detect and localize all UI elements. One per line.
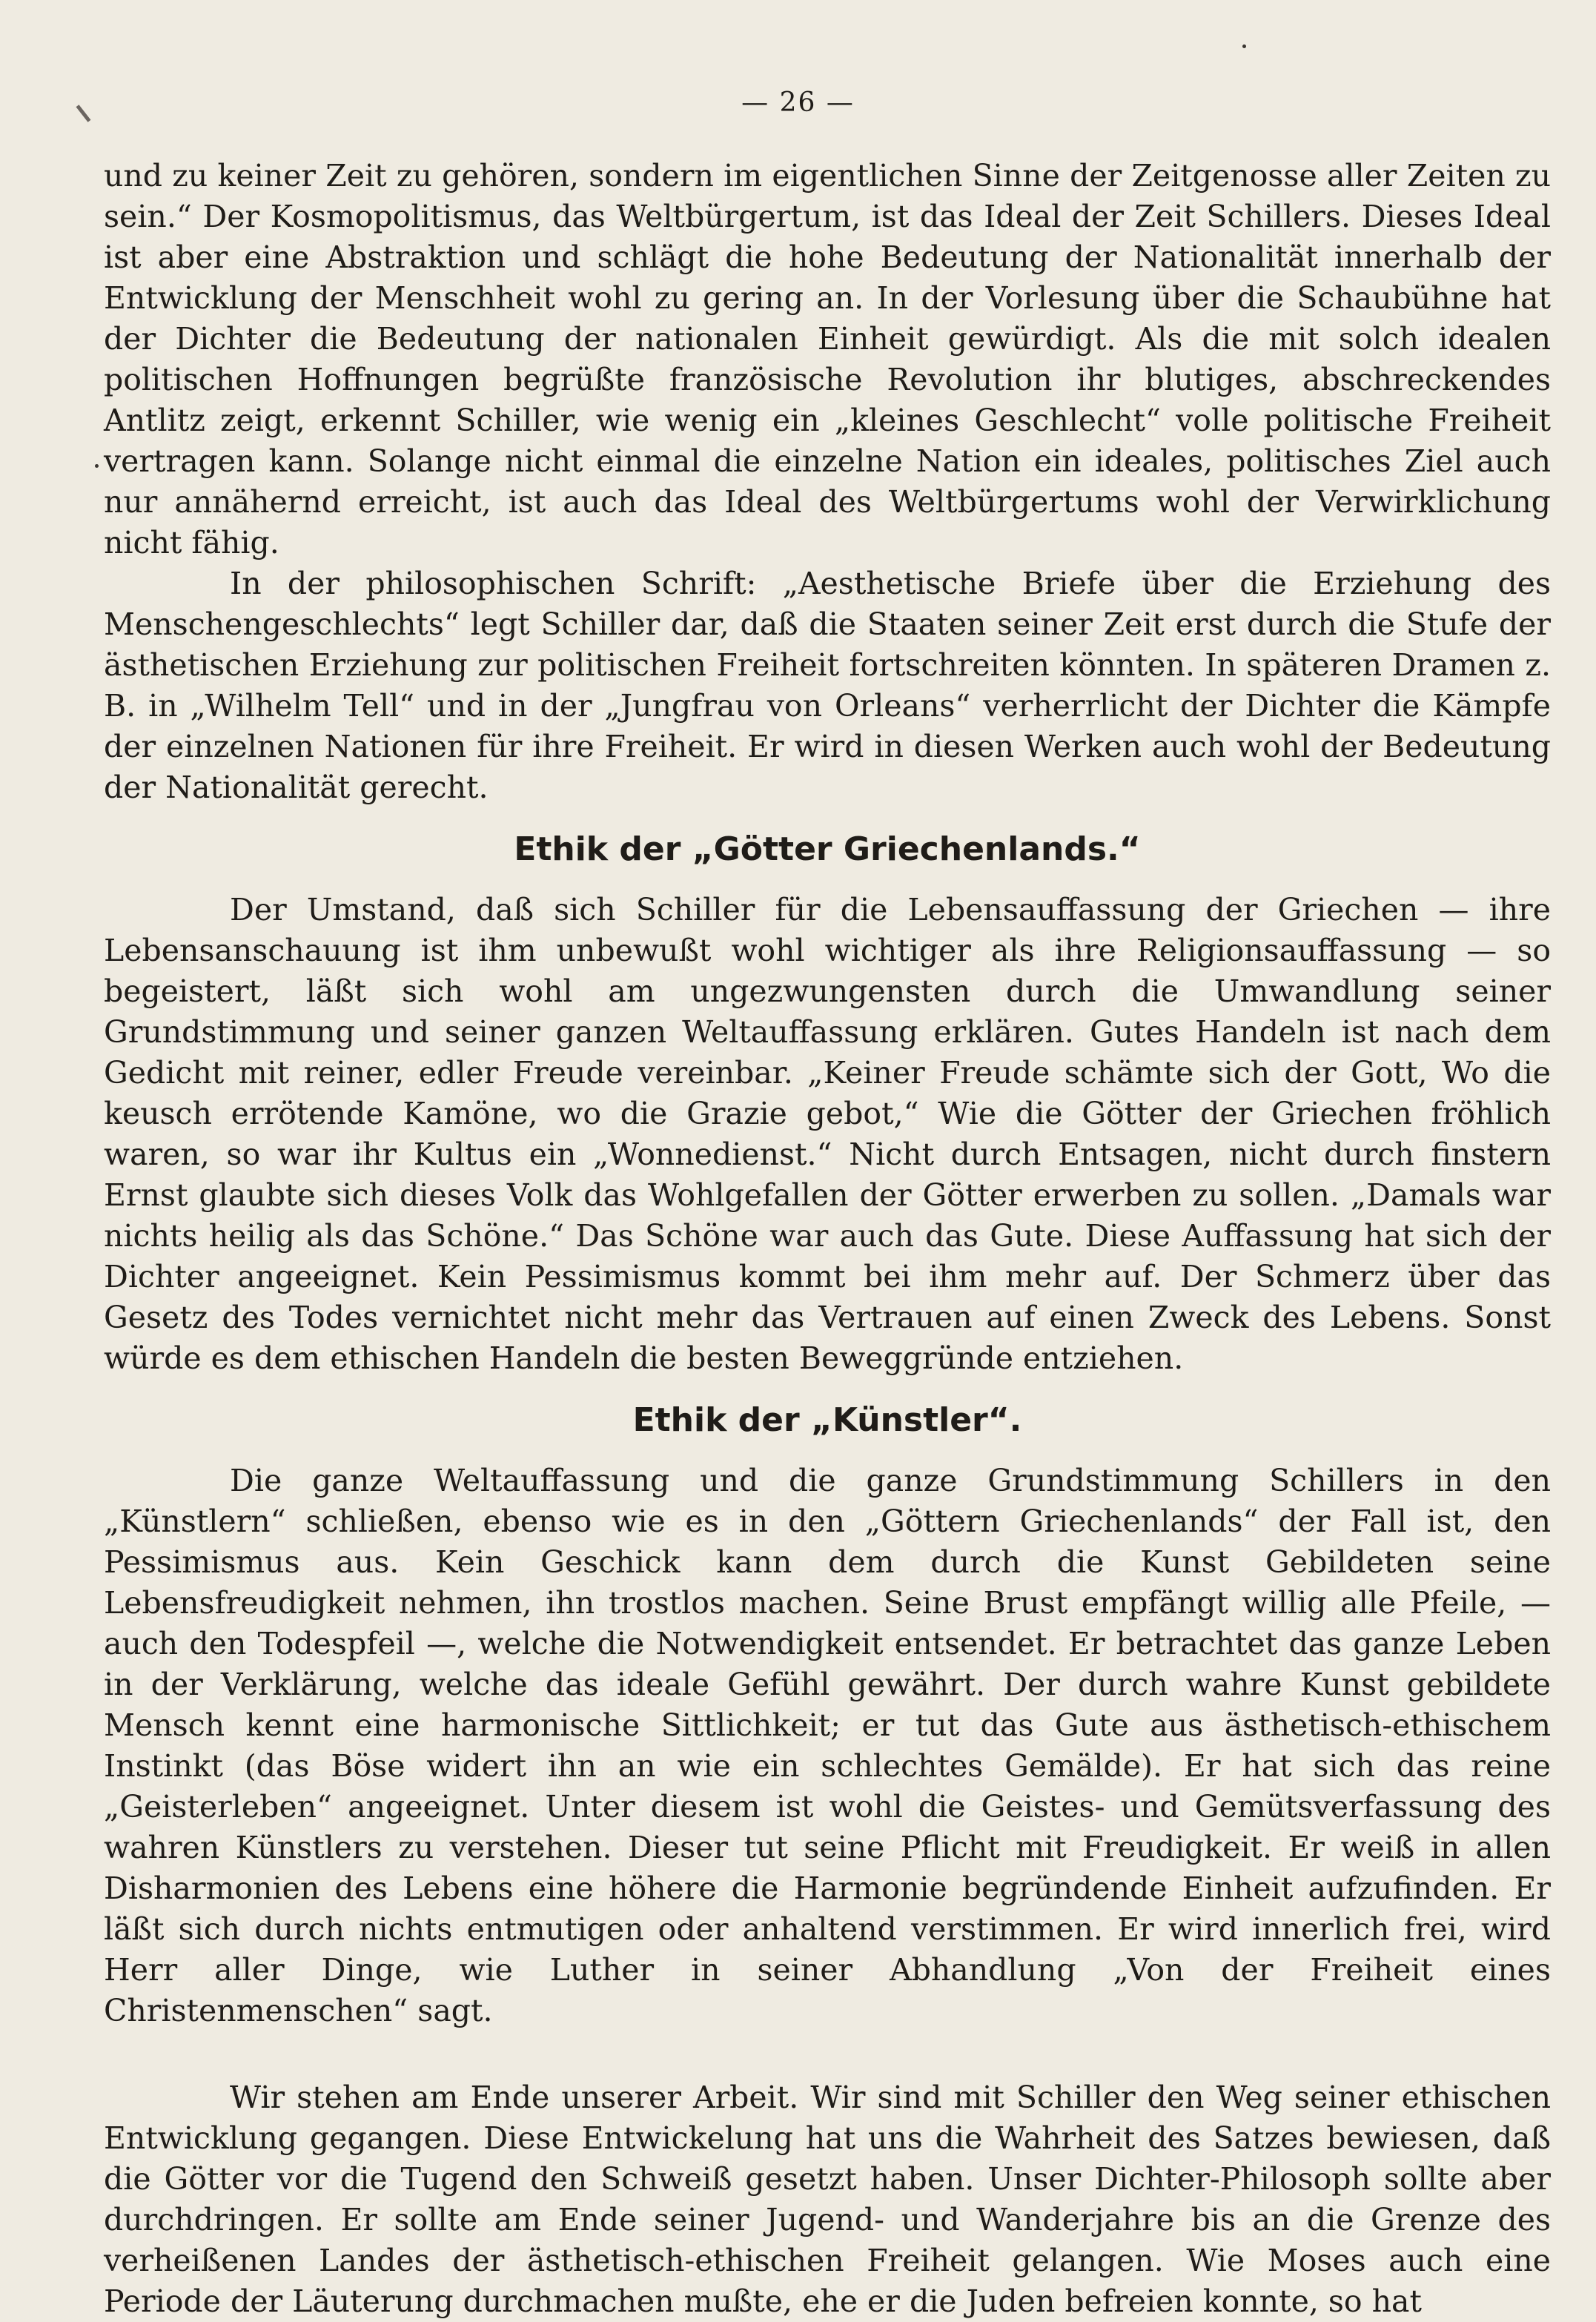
paragraph: Der Umstand, daß sich Schiller für die Lebensauffassung der Griechen — ihre Lebensanschauung ist ihm unbewußt wohl wichtiger als ihre Religionsauffassung — so begeistert, läßt sich wohl am ungezwungensten durch die Umwandlung seiner Grundstimmung und seiner ganzen Weltauffassung erklären. Gutes Handeln ist nach dem Gedicht mit reiner, edler Freude vereinbar. „Keiner Freude schämte sich der Gott, Wo die keusch errötende Kamöne, wo die Grazie gebot,“ Wie die Götter der Griechen fröhlich waren, so war ihr Kultus ein „Wonnedienst.“ Nicht durch Entsagen, nicht durch finstern Ernst glaubte sich dieses Volk das Wohlgefallen der Götter erwerben zu sollen. „Damals war nichts heilig als das Schöne.“ Das Schöne war auch das Gute. Diese Auffassung hat sich der Dichter angeeignet. Kein Pessimismus kommt bei ihm mehr auf. Der Schmerz über das Gesetz des Todes vernichtet nicht mehr das Vertrauen auf einen Zweck des Lebens. Sonst würde es dem ethischen Handeln die besten Beweggründe entziehen.: [104, 892, 1551, 1376]
paragraph: Wir stehen am Ende unserer Arbeit. Wir sind mit Schiller den Weg seiner ethischen Entwicklung gegangen. Diese Entwickelung hat uns die Wahrheit des Satzes bewiesen, daß die Götter vor die Tugend den Schweiß gesetzt haben. Unser Dichter-Philosoph sollte aber durchdringen. Er sollte am Ende seiner Jugend- und Wanderjahre bis an die Grenze des verheißenen Landes der ästhetisch-ethischen Freiheit gelangen. Wie Moses auch eine Periode der Läuterung durchmachen mußte, ehe er die Juden befreien konnte, so hat: [104, 2080, 1551, 2319]
section-gap: [104, 2031, 1551, 2077]
scan-speck: [1242, 44, 1246, 48]
paragraph: Die ganze Weltauffassung und die ganze Grundstimmung Schillers in den „Künstlern“ schließen, ebenso wie es in den „Göttern Griechenlands“ der Fall ist, den Pessimismus aus. Kein Geschick kann dem durch die Kunst Gebildeten seine Lebensfreudigkeit nehmen, ihn trostlos machen. Seine Brust empfängt willig alle Pfeile, — auch den Todespfeil —, welche die Notwendigkeit entsendet. Er betrachtet das ganze Leben in der Verklärung, welche das ideale Gefühl gewährt. Der durch wahre Kunst gebildete Mensch kennt eine harmonische Sittlichkeit; er tut das Gute aus ästhetisch-ethischem Instinkt (das Böse widert ihn an wie ein schlechtes Gemälde). Er hat sich das reine „Geisterleben“ angeeignet. Unter diesem ist wohl die Geistes- und Gemütsverfassung des wahren Künstlers zu verstehen. Dieser tut seine Pflicht mit Freudigkeit. Er weiß in allen Disharmonien des Lebens eine höhere die Harmonie begründende Einheit aufzufinden. Er läßt sich durch nichts entmutigen oder anhaltend verstimmen. Er wird innerlich frei, wird Herr aller Dinge, wie Luther in seiner Abhandlung „Von der Freiheit eines Christenmenschen“ sagt.: [104, 1463, 1551, 2028]
page-number: — 26 —: [741, 87, 855, 118]
margin-dot: [95, 464, 99, 468]
paragraph-continued: und zu keiner Zeit zu gehören, sondern im eigentlichen Sinne der Zeitgenosse aller Zeiten zu sein.“ Der Kosmopolitismus, das Weltbürgertum, ist das Ideal der Zeit Schillers. Dieses Ideal ist aber eine Abstraktion und schlägt die hohe Bedeutung der Nationalität innerhalb der Entwicklung der Menschheit wohl zu gering an. In der Vorlesung über die Schaubühne hat der Dichter die Bedeutung der nationalen Einheit gewürdigt. Als die mit solch idealen politischen Hoffnungen begrüßte französische Revolution ihr blutiges, abschreckendes Antlitz zeigt, erkennt Schiller, wie wenig ein „kleines Geschlecht“ volle politische Freiheit vertragen kann. Solange nicht einmal die einzelne Nation ein ideales, politisches Ziel auch nur annähernd erreicht, ist auch das Ideal des Weltbürgertums wohl der Verwirklichung nicht fähig.: [104, 158, 1551, 560]
section-heading: Ethik der „Künstler“.: [632, 1400, 1022, 1439]
paragraph: In der philosophischen Schrift: „Aesthetische Briefe über die Erziehung des Menschengeschlechts“ legt Schiller dar, daß die Staaten seiner Zeit erst durch die Stufe der ästhetischen Erziehung zur politischen Freiheit fortschreiten könnten. In späteren Dramen z. B. in „Wilhelm Tell“ und in der „Jungfrau von Orleans“ verherrlicht der Dichter die Kämpfe der einzelnen Nationen für ihre Freiheit. Er wird in diesen Werken auch wohl der Bedeutung der Nationalität gerecht.: [104, 566, 1551, 805]
section-heading: Ethik der „Götter Griechenlands.“: [514, 830, 1141, 868]
body-text: [104, 156, 1551, 2322]
